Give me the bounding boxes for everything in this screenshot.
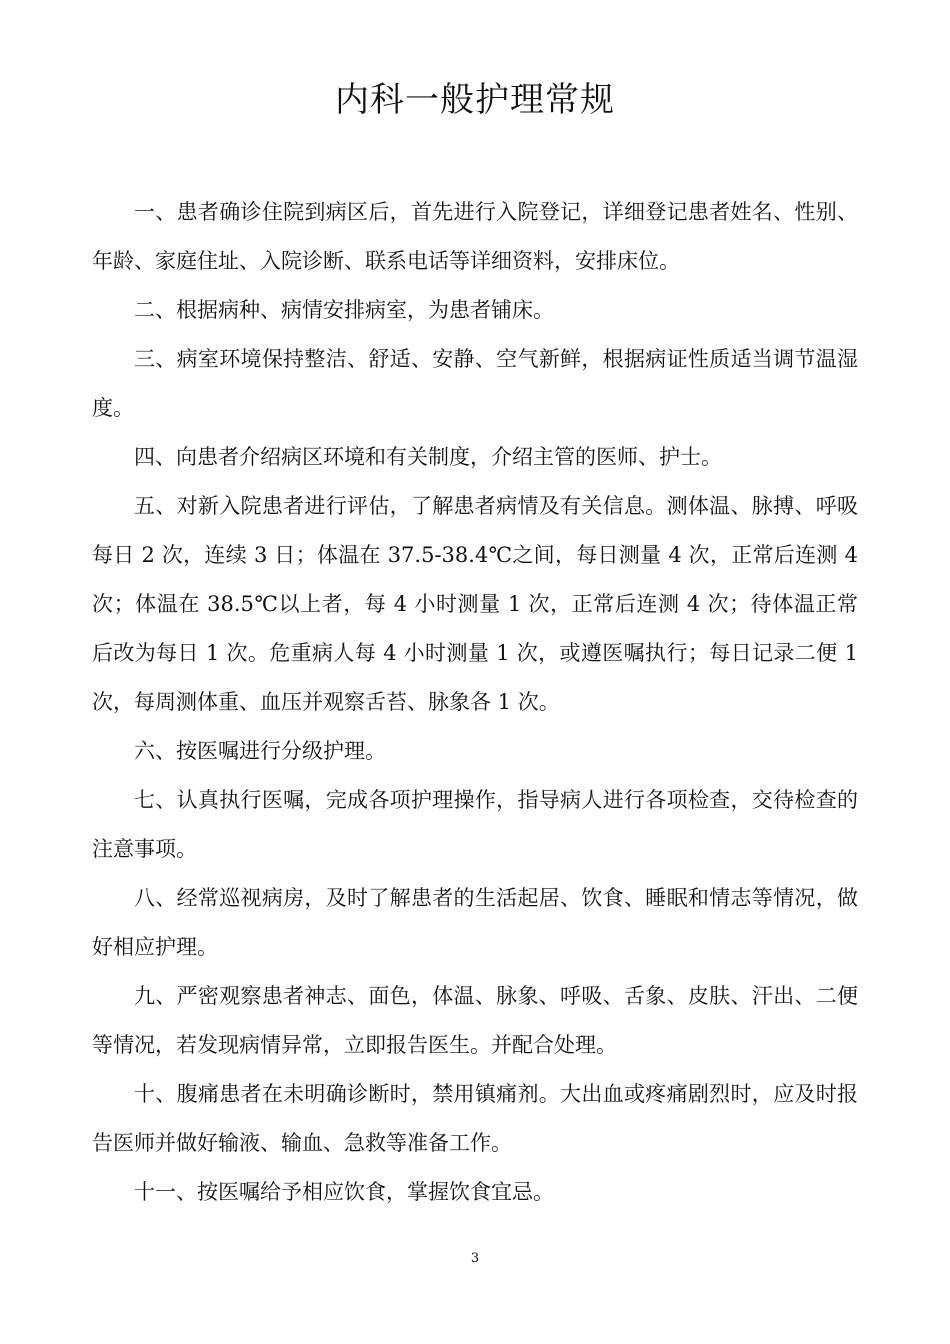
page-title: 内科一般护理常规	[335, 80, 615, 120]
paragraph-6: 六、按医嘱进行分级护理。	[134, 739, 386, 763]
paragraph-5: 五、对新入院患者进行评估，了解患者病情及有关信息。测体温、脉搏、呼吸每日 2 次，连续 3 日；体温在 37.5-38.4℃之间，每日测量 4 次，正常后连测 4 次；体温在 38.5℃以上者，每 4 小时测量 1 次，正常后连测 4 次；待体温正常后改为每日 1 次。危重病人每 4 小时测量 1 次，或遵医嘱执行；每日记录二便 1 次，每周测体重、血压并观察舌苔、脉象各 1 次。	[92, 494, 858, 714]
paragraph-7: 七、认真执行医嘱，完成各项护理操作，指导病人进行各项检查，交待检查的注意事项。	[92, 788, 858, 861]
paragraph-10: 十、腹痛患者在未明确诊断时，禁用镇痛剂。大出血或疼痛剧烈时，应及时报告医师并做好输液、输血、急救等准备工作。	[92, 1082, 858, 1155]
paragraph-9: 九、严密观察患者神志、面色，体温、脉象、呼吸、舌象、皮肤、汗出、二便等情况，若发现病情异常，立即报告医生。并配合处理。	[92, 984, 858, 1057]
document-body	[92, 188, 858, 1217]
paragraph-4: 四、向患者介绍病区环境和有关制度，介绍主管的医师、护士。	[134, 445, 722, 469]
paragraph-11: 十一、按医嘱给予相应饮食，掌握饮食宜忌。	[134, 1180, 554, 1204]
paragraph-3: 三、病室环境保持整洁、舒适、安静、空气新鲜，根据病证性质适当调节温湿度。	[92, 347, 858, 420]
paragraph-1: 一、患者确诊住院到病区后，首先进行入院登记，详细登记患者姓名、性别、年龄、家庭住址、入院诊断、联系电话等详细资料，安排床位。	[92, 200, 858, 273]
paragraph-2: 二、根据病种、病情安排病室，为患者铺床。	[134, 298, 554, 322]
page-number: 3	[470, 1251, 480, 1266]
paragraph-8: 八、经常巡视病房，及时了解患者的生活起居、饮食、睡眠和情志等情况，做好相应护理。	[92, 886, 858, 959]
